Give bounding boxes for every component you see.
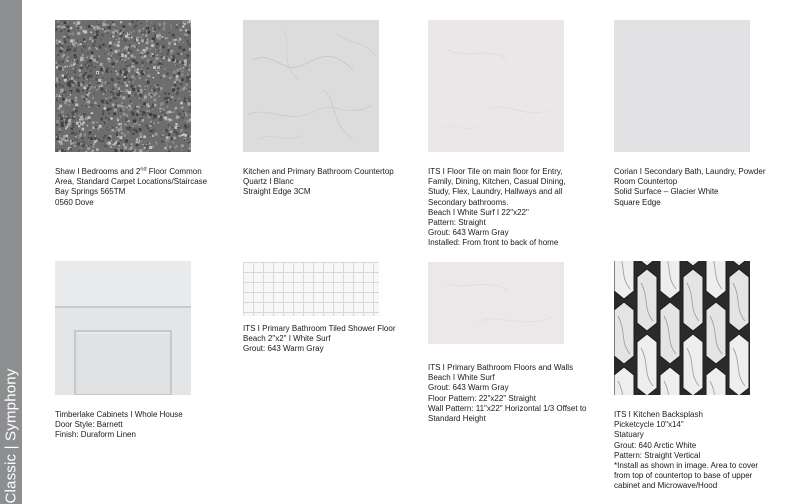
description-line: from top of countertop to base of upper — [614, 471, 753, 481]
bathroom-floor-tile-swatch — [428, 262, 564, 344]
description-line: Beach 2"x2" I White Surf — [243, 334, 331, 344]
description-line: Installed: From front to back of home — [428, 238, 559, 248]
carpet-texture — [55, 20, 191, 152]
floor-tile-swatch — [428, 20, 564, 152]
description-line: cabinet and Microwave/Hood — [614, 481, 718, 491]
corian-description — [614, 167, 789, 208]
description-line: Shaw I Bedrooms and 2nd Floor Common — [55, 166, 202, 176]
description-line: Grout: 643 Warm Gray — [428, 383, 509, 393]
description-line: Finish: Duraform Linen — [55, 430, 136, 440]
description-line: 0560 Dove — [55, 197, 94, 207]
cabinet-description — [55, 410, 230, 441]
carpet-description — [55, 167, 230, 208]
description-line: Area, Standard Carpet Locations/Staircase — [55, 177, 208, 187]
cabinet-door-swatch — [55, 261, 191, 395]
description-line: ITS I Floor Tile on main floor for Entry, — [428, 167, 563, 176]
description-line: Standard Height — [428, 414, 486, 424]
description-line: ITS I Kitchen Backsplash — [614, 410, 703, 419]
description-line: ITS I Primary Bathroom Tiled Shower Floor — [243, 324, 396, 333]
cabinet-door-drawing — [55, 261, 191, 395]
description-line: Grout: 640 Arctic White — [614, 440, 697, 450]
picket-tile-pattern — [614, 261, 750, 395]
floor-tile-veining — [428, 20, 564, 152]
carpet-swatch — [55, 20, 191, 152]
description-line: Bay Springs 565TM — [55, 187, 126, 197]
description-line: Square Edge — [614, 197, 661, 207]
countertop-description — [243, 167, 418, 198]
floor-tile-description — [428, 167, 603, 249]
description-line: *Install as shown in image. Area to cover — [614, 461, 759, 471]
description-line: Grout: 643 Warm Gray — [243, 344, 324, 354]
description-line: Pattern: Straight — [428, 218, 486, 228]
description-line: Timberlake Cabinets I Whole House — [55, 410, 183, 419]
description-line: Wall Pattern: 11"x22" Horizontal 1/3 Offset to — [428, 403, 587, 413]
description-line: Room Countertop — [614, 177, 678, 187]
description-line: ITS I Primary Bathroom Floors and Walls — [428, 363, 574, 372]
backsplash-description — [614, 410, 789, 492]
description-line: Study, Flex, Laundry, Hallways and all — [428, 187, 563, 197]
description-line: Floor Pattern: 22"x22" Straight — [428, 393, 536, 403]
shower-floor-description — [243, 324, 418, 355]
quartz-veining — [243, 20, 379, 152]
picket-backsplash-swatch — [614, 261, 750, 395]
description-line: Picketcycle 10"x14" — [614, 420, 684, 430]
description-line: Kitchen and Primary Bathroom Countertop — [243, 167, 394, 176]
description-line: Door Style: Barnett — [55, 420, 123, 430]
collection-title: Classic | Symphony — [2, 368, 20, 504]
description-line: Beach I White Surf I 22"x22" — [428, 207, 529, 217]
description-line: Straight Edge 3CM — [243, 187, 311, 197]
description-line: Corian I Secondary Bath, Laundry, Powder — [614, 167, 766, 176]
description-line: Quartz I Blanc — [243, 177, 294, 187]
description-line: Beach I White Surf — [428, 373, 495, 383]
bathroom-floor-description — [428, 363, 603, 424]
description-line: Family, Dining, Kitchen, Casual Dining, — [428, 177, 566, 187]
description-line: Grout: 643 Warm Gray — [428, 228, 509, 238]
shower-tile-swatch — [243, 262, 379, 316]
sidebar-band — [0, 0, 22, 504]
description-line: Solid Surface – Glacier White — [614, 187, 719, 197]
description-line: Secondary bathrooms. — [428, 197, 509, 207]
description-line: Pattern: Straight Vertical — [614, 450, 701, 460]
quartz-swatch — [243, 20, 379, 152]
solid-surface-swatch — [614, 20, 750, 152]
bathroom-tile-veining — [428, 262, 564, 344]
description-line: Statuary — [614, 430, 644, 440]
